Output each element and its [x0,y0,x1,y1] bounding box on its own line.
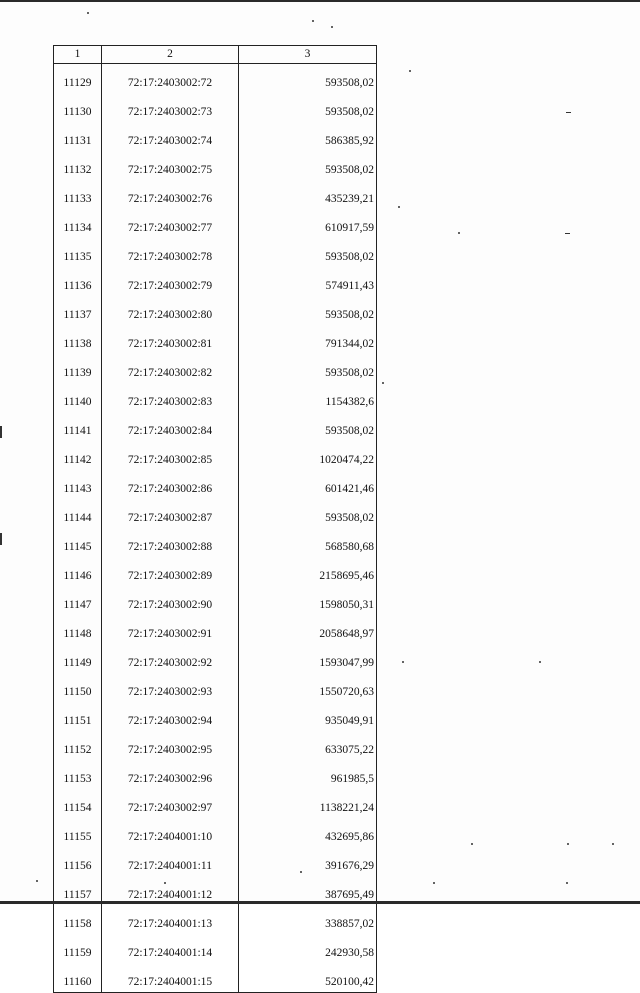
table-row [54,644,377,673]
table-row [54,325,377,354]
table-row [54,847,377,876]
cadastral-value: 601421,46 [239,470,377,499]
scan-speck [402,661,404,663]
table-body [54,64,377,993]
row-number: 11143 [54,470,102,499]
row-number: 11152 [54,731,102,760]
column-header-value: 3 [239,46,377,64]
cadastral-value: 633075,22 [239,731,377,760]
table-row [54,267,377,296]
table-row [54,64,377,94]
row-number: 11139 [54,354,102,383]
row-number: 11159 [54,934,102,963]
table-row [54,702,377,731]
table-row [54,528,377,557]
row-number: 11144 [54,499,102,528]
cadastral-number: 72:17:2403002:90 [102,586,239,615]
table-row [54,383,377,412]
cadastral-value: 593508,02 [239,64,377,94]
table-row [54,963,377,993]
column-header-cadastral-number: 2 [102,46,239,64]
cadastral-value: 1154382,6 [239,383,377,412]
table-row [54,731,377,760]
cadastral-value: 1598050,31 [239,586,377,615]
page-bottom-edge [0,901,640,904]
cadastral-number: 72:17:2403002:92 [102,644,239,673]
cadastral-number: 72:17:2403002:75 [102,151,239,180]
table-header [54,46,377,64]
table-row [54,905,377,934]
table-row [54,557,377,586]
cadastral-number: 72:17:2403002:77 [102,209,239,238]
table-row [54,499,377,528]
cadastral-value: 593508,02 [239,412,377,441]
table-row [54,354,377,383]
cadastral-value: 935049,91 [239,702,377,731]
cadastral-number: 72:17:2403002:85 [102,441,239,470]
table-row [54,586,377,615]
table-row [54,209,377,238]
cadastral-number: 72:17:2403002:93 [102,673,239,702]
scan-speck [433,882,435,884]
scan-speck [0,426,2,438]
cadastral-number: 72:17:2404001:11 [102,847,239,876]
table-row [54,818,377,847]
cadastral-value: 520100,42 [239,963,377,993]
cadastral-number: 72:17:2404001:14 [102,934,239,963]
scan-speck [300,871,302,873]
cadastral-number: 72:17:2403002:83 [102,383,239,412]
scan-speck [164,882,166,884]
scan-speck [458,232,460,234]
cadastral-number: 72:17:2403002:97 [102,789,239,818]
cadastral-value: 593508,02 [239,238,377,267]
cadastral-value: 586385,92 [239,122,377,151]
scan-speck [409,70,411,72]
row-number: 11155 [54,818,102,847]
table-row [54,180,377,209]
cadastral-number: 72:17:2403002:86 [102,470,239,499]
cadastral-value: 242930,58 [239,934,377,963]
cadastral-number: 72:17:2403002:74 [102,122,239,151]
row-number: 11133 [54,180,102,209]
cadastral-number: 72:17:2403002:79 [102,267,239,296]
scan-speck [36,880,38,882]
cadastral-number: 72:17:2404001:13 [102,905,239,934]
cadastral-value: 593508,02 [239,93,377,122]
cadastral-value: 391676,29 [239,847,377,876]
cadastral-number: 72:17:2403002:80 [102,296,239,325]
scan-speck [0,533,2,545]
row-number: 11140 [54,383,102,412]
row-number: 11148 [54,615,102,644]
table-row [54,615,377,644]
cadastral-number: 72:17:2403002:88 [102,528,239,557]
table-row [54,673,377,702]
cadastral-number: 72:17:2403002:72 [102,64,239,94]
table-row [54,296,377,325]
cadastral-value: 2058648,97 [239,615,377,644]
cadastral-value: 1138221,24 [239,789,377,818]
row-number: 11158 [54,905,102,934]
cadastral-value: 435239,21 [239,180,377,209]
row-number: 11160 [54,963,102,993]
cadastral-value: 387695,49 [239,876,377,905]
row-number: 11154 [54,789,102,818]
table-row [54,122,377,151]
row-number: 11135 [54,238,102,267]
cadastral-value: 574911,43 [239,267,377,296]
scan-speck [312,20,314,22]
row-number: 11141 [54,412,102,441]
scan-speck [331,26,333,28]
scan-speck [87,12,89,14]
row-number: 11157 [54,876,102,905]
row-number: 11145 [54,528,102,557]
cadastral-value: 1593047,99 [239,644,377,673]
table-row [54,760,377,789]
cadastral-number: 72:17:2403002:81 [102,325,239,354]
row-number: 11137 [54,296,102,325]
row-number: 11147 [54,586,102,615]
scan-speck [567,843,569,845]
table-row [54,93,377,122]
row-number: 11146 [54,557,102,586]
cadastral-number: 72:17:2403002:96 [102,760,239,789]
table-row [54,151,377,180]
table-row [54,441,377,470]
scan-speck [382,382,384,384]
scan-speck [566,112,571,113]
row-number: 11142 [54,441,102,470]
cadastral-value: 338857,02 [239,905,377,934]
row-number: 11151 [54,702,102,731]
row-number: 11150 [54,673,102,702]
scan-speck [471,843,473,845]
cadastral-number: 72:17:2403002:89 [102,557,239,586]
cadastral-value: 961985,5 [239,760,377,789]
row-number: 11130 [54,93,102,122]
cadastral-value: 1020474,22 [239,441,377,470]
cadastral-number: 72:17:2403002:95 [102,731,239,760]
row-number: 11156 [54,847,102,876]
cadastral-value: 610917,59 [239,209,377,238]
scan-speck [566,882,568,884]
header-row [54,46,377,64]
scan-speck [612,843,614,845]
cadastral-number: 72:17:2403002:76 [102,180,239,209]
row-number: 11134 [54,209,102,238]
row-number: 11153 [54,760,102,789]
row-number: 11136 [54,267,102,296]
table-row [54,412,377,441]
table-row [54,789,377,818]
table-row [54,934,377,963]
cadastral-value: 593508,02 [239,354,377,383]
cadastral-value: 1550720,63 [239,673,377,702]
row-number: 11138 [54,325,102,354]
cadastral-number: 72:17:2403002:94 [102,702,239,731]
row-number: 11129 [54,64,102,94]
scan-speck [539,661,541,663]
scan-speck [398,206,400,208]
cadastral-value: 791344,02 [239,325,377,354]
cadastral-number: 72:17:2403002:78 [102,238,239,267]
cadastral-value: 568580,68 [239,528,377,557]
cadastral-value: 593508,02 [239,499,377,528]
cadastral-number: 72:17:2404001:15 [102,963,239,993]
row-number: 11149 [54,644,102,673]
scan-speck [565,233,570,234]
cadastral-value: 593508,02 [239,151,377,180]
cadastral-number: 72:17:2404001:10 [102,818,239,847]
cadastral-value: 593508,02 [239,296,377,325]
cadastral-number: 72:17:2403002:91 [102,615,239,644]
row-number: 11132 [54,151,102,180]
cadastral-number: 72:17:2404001:12 [102,876,239,905]
cadastral-number: 72:17:2403002:87 [102,499,239,528]
cadastral-number: 72:17:2403002:84 [102,412,239,441]
table-row [54,470,377,499]
row-number: 11131 [54,122,102,151]
cadastral-value: 432695,86 [239,818,377,847]
cadastral-number: 72:17:2403002:82 [102,354,239,383]
cadastral-number: 72:17:2403002:73 [102,93,239,122]
cadastral-value-table [53,45,377,993]
column-header-number: 1 [54,46,102,64]
cadastral-value: 2158695,46 [239,557,377,586]
table-row [54,238,377,267]
page-top-edge [0,0,640,2]
